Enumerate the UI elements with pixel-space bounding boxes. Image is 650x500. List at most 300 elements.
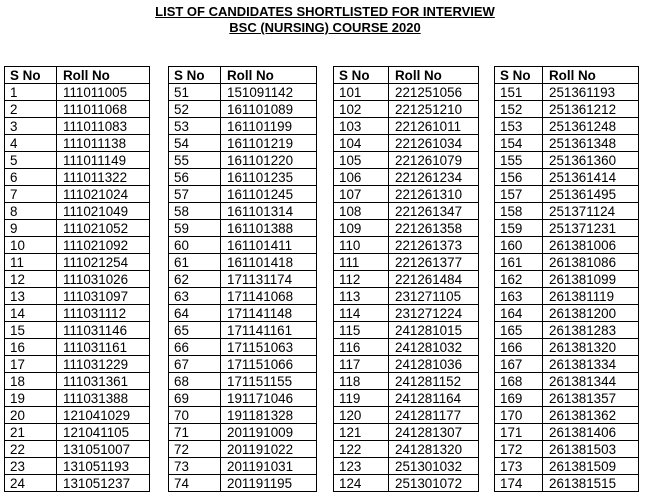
- sno-cell: 123: [334, 458, 389, 475]
- roll-no-cell: 111031146: [57, 322, 150, 339]
- sno-cell: 163: [495, 288, 543, 305]
- table-row: [5, 254, 150, 271]
- table-row: [334, 237, 479, 254]
- roll-no-cell: 251361360: [543, 152, 639, 169]
- sno-cell: 153: [495, 118, 543, 135]
- roll-no-cell: 261381334: [543, 356, 639, 373]
- roll-no-cell: 151091142: [221, 84, 317, 101]
- table-row: [5, 407, 150, 424]
- table-row: [5, 424, 150, 441]
- sno-cell: 109: [334, 220, 389, 237]
- roll-no-header: Roll No: [543, 67, 639, 84]
- table-row: [495, 407, 639, 424]
- table-row: [5, 101, 150, 118]
- sno-cell: 165: [495, 322, 543, 339]
- table-row: [5, 271, 150, 288]
- sno-cell: 107: [334, 186, 389, 203]
- roll-no-cell: 161101219: [221, 135, 317, 152]
- sno-cell: 60: [169, 237, 221, 254]
- sno-cell: 108: [334, 203, 389, 220]
- table-row: [334, 152, 479, 169]
- sno-header: S No: [334, 67, 389, 84]
- sno-cell: 167: [495, 356, 543, 373]
- roll-no-cell: 201191009: [221, 424, 317, 441]
- roll-no-cell: 111021254: [57, 254, 150, 271]
- table-row: [334, 101, 479, 118]
- roll-no-cell: 171151063: [221, 339, 317, 356]
- table-row: [495, 305, 639, 322]
- sno-cell: 9: [5, 220, 57, 237]
- table-row: [5, 237, 150, 254]
- table-row: [169, 458, 317, 475]
- roll-no-cell: 261381200: [543, 305, 639, 322]
- roll-no-header: Roll No: [221, 67, 317, 84]
- sno-cell: 24: [5, 475, 57, 492]
- sno-cell: 1: [5, 84, 57, 101]
- roll-no-cell: 111021052: [57, 220, 150, 237]
- roll-no-cell: 231271224: [389, 305, 479, 322]
- roll-no-cell: 111031229: [57, 356, 150, 373]
- roll-no-cell: 131051007: [57, 441, 150, 458]
- table-header-row: [5, 67, 150, 84]
- table-row: [169, 305, 317, 322]
- roll-no-cell: 221261484: [389, 271, 479, 288]
- table-row: [5, 458, 150, 475]
- sno-header: S No: [5, 67, 57, 84]
- table-row: [495, 152, 639, 169]
- roll-no-cell: 261381320: [543, 339, 639, 356]
- table-row: [334, 373, 479, 390]
- table-row: [495, 390, 639, 407]
- table-row: [169, 475, 317, 492]
- table-row: [169, 254, 317, 271]
- candidates-table-1: [4, 66, 150, 492]
- roll-no-cell: 171151066: [221, 356, 317, 373]
- sno-cell: 171: [495, 424, 543, 441]
- sno-cell: 161: [495, 254, 543, 271]
- table-row: [495, 424, 639, 441]
- sno-cell: 21: [5, 424, 57, 441]
- sno-cell: 124: [334, 475, 389, 492]
- roll-no-cell: 111011005: [57, 84, 150, 101]
- table-row: [5, 84, 150, 101]
- sno-cell: 10: [5, 237, 57, 254]
- roll-no-cell: 111021049: [57, 203, 150, 220]
- roll-no-cell: 161101089: [221, 101, 317, 118]
- sno-cell: 72: [169, 441, 221, 458]
- table-row: [334, 271, 479, 288]
- sno-cell: 102: [334, 101, 389, 118]
- table-row: [169, 424, 317, 441]
- roll-no-cell: 251361193: [543, 84, 639, 101]
- roll-no-cell: 251371231: [543, 220, 639, 237]
- sno-cell: 65: [169, 322, 221, 339]
- roll-no-cell: 221261234: [389, 169, 479, 186]
- table-row: [5, 305, 150, 322]
- roll-no-cell: 241281177: [389, 407, 479, 424]
- sno-cell: 7: [5, 186, 57, 203]
- sno-cell: 115: [334, 322, 389, 339]
- table-row: [5, 475, 150, 492]
- roll-no-cell: 261381509: [543, 458, 639, 475]
- sno-cell: 120: [334, 407, 389, 424]
- table-row: [169, 203, 317, 220]
- sno-cell: 56: [169, 169, 221, 186]
- roll-no-cell: 171141161: [221, 322, 317, 339]
- table-row: [334, 475, 479, 492]
- roll-no-cell: 221251056: [389, 84, 479, 101]
- sno-cell: 170: [495, 407, 543, 424]
- table-row: [334, 118, 479, 135]
- table-row: [334, 203, 479, 220]
- table-row: [5, 288, 150, 305]
- roll-no-cell: 161101245: [221, 186, 317, 203]
- sno-cell: 14: [5, 305, 57, 322]
- sno-cell: 63: [169, 288, 221, 305]
- table-row: [495, 441, 639, 458]
- roll-no-cell: 261381283: [543, 322, 639, 339]
- table-row: [334, 186, 479, 203]
- table-row: [334, 288, 479, 305]
- table-row: [334, 169, 479, 186]
- table-row: [5, 118, 150, 135]
- roll-no-cell: 251361348: [543, 135, 639, 152]
- roll-no-cell: 241281036: [389, 356, 479, 373]
- roll-no-cell: 161101314: [221, 203, 317, 220]
- roll-no-cell: 121041105: [57, 424, 150, 441]
- roll-no-header: Roll No: [57, 67, 150, 84]
- table-row: [495, 220, 639, 237]
- table-row: [169, 169, 317, 186]
- roll-no-cell: 251361495: [543, 186, 639, 203]
- roll-no-cell: 171131174: [221, 271, 317, 288]
- roll-no-cell: 111011083: [57, 118, 150, 135]
- roll-no-cell: 191181328: [221, 407, 317, 424]
- roll-no-cell: 241281032: [389, 339, 479, 356]
- sno-cell: 51: [169, 84, 221, 101]
- sno-cell: 62: [169, 271, 221, 288]
- candidates-table-2: [168, 66, 317, 492]
- roll-no-cell: 231271105: [389, 288, 479, 305]
- sno-header: S No: [169, 67, 221, 84]
- table-row: [169, 118, 317, 135]
- table-row: [5, 203, 150, 220]
- sno-header: S No: [495, 67, 543, 84]
- sno-cell: 3: [5, 118, 57, 135]
- roll-no-cell: 111021024: [57, 186, 150, 203]
- roll-no-cell: 261381406: [543, 424, 639, 441]
- sno-cell: 103: [334, 118, 389, 135]
- roll-no-cell: 251301032: [389, 458, 479, 475]
- table-row: [169, 101, 317, 118]
- roll-no-cell: 221261373: [389, 237, 479, 254]
- table-row: [5, 339, 150, 356]
- roll-no-cell: 161101388: [221, 220, 317, 237]
- roll-no-cell: 161101235: [221, 169, 317, 186]
- sno-cell: 19: [5, 390, 57, 407]
- table-row: [334, 135, 479, 152]
- candidates-table-4: [494, 66, 639, 492]
- sno-cell: 106: [334, 169, 389, 186]
- table-row: [495, 169, 639, 186]
- table-row: [5, 390, 150, 407]
- roll-no-cell: 161101199: [221, 118, 317, 135]
- sno-cell: 4: [5, 135, 57, 152]
- roll-no-cell: 111031026: [57, 271, 150, 288]
- sno-cell: 66: [169, 339, 221, 356]
- table-row: [334, 84, 479, 101]
- roll-no-cell: 171151155: [221, 373, 317, 390]
- table-row: [169, 390, 317, 407]
- roll-no-cell: 221261079: [389, 152, 479, 169]
- roll-no-cell: 221261310: [389, 186, 479, 203]
- sno-cell: 164: [495, 305, 543, 322]
- roll-no-cell: 111021092: [57, 237, 150, 254]
- sno-cell: 169: [495, 390, 543, 407]
- table-row: [169, 373, 317, 390]
- sno-cell: 59: [169, 220, 221, 237]
- table-row: [5, 356, 150, 373]
- roll-no-cell: 241281164: [389, 390, 479, 407]
- table-row: [334, 441, 479, 458]
- sno-cell: 104: [334, 135, 389, 152]
- sno-cell: 155: [495, 152, 543, 169]
- table-row: [334, 356, 479, 373]
- roll-no-cell: 221261347: [389, 203, 479, 220]
- sno-cell: 68: [169, 373, 221, 390]
- sno-cell: 18: [5, 373, 57, 390]
- sno-cell: 54: [169, 135, 221, 152]
- roll-no-cell: 161101220: [221, 152, 317, 169]
- table-row: [495, 237, 639, 254]
- roll-no-cell: 261381099: [543, 271, 639, 288]
- table-row: [169, 441, 317, 458]
- roll-no-cell: 111011068: [57, 101, 150, 118]
- sno-cell: 105: [334, 152, 389, 169]
- roll-no-cell: 201191031: [221, 458, 317, 475]
- roll-no-cell: 261381006: [543, 237, 639, 254]
- roll-no-cell: 261381503: [543, 441, 639, 458]
- table-row: [495, 322, 639, 339]
- roll-no-cell: 221261011: [389, 118, 479, 135]
- table-row: [495, 84, 639, 101]
- table-row: [495, 475, 639, 492]
- table-row: [169, 322, 317, 339]
- table-row: [334, 424, 479, 441]
- sno-cell: 58: [169, 203, 221, 220]
- roll-no-cell: 221261358: [389, 220, 479, 237]
- sno-cell: 64: [169, 305, 221, 322]
- sno-cell: 168: [495, 373, 543, 390]
- sno-cell: 12: [5, 271, 57, 288]
- sno-cell: 6: [5, 169, 57, 186]
- sno-cell: 61: [169, 254, 221, 271]
- table-row: [495, 118, 639, 135]
- sno-cell: 173: [495, 458, 543, 475]
- table-row: [495, 186, 639, 203]
- sno-cell: 154: [495, 135, 543, 152]
- sno-cell: 118: [334, 373, 389, 390]
- sno-cell: 20: [5, 407, 57, 424]
- table-row: [495, 101, 639, 118]
- table-row: [495, 271, 639, 288]
- table-row: [169, 271, 317, 288]
- sno-cell: 151: [495, 84, 543, 101]
- roll-no-cell: 201191195: [221, 475, 317, 492]
- roll-no-cell: 111031161: [57, 339, 150, 356]
- table-row: [5, 169, 150, 186]
- roll-no-cell: 171141148: [221, 305, 317, 322]
- sno-cell: 17: [5, 356, 57, 373]
- table-row: [495, 203, 639, 220]
- table-row: [334, 322, 479, 339]
- sno-cell: 74: [169, 475, 221, 492]
- document-title: LIST OF CANDIDATES SHORTLISTED FOR INTERVIEW: [155, 4, 495, 19]
- sno-cell: 156: [495, 169, 543, 186]
- roll-no-cell: 111011149: [57, 152, 150, 169]
- table-row: [169, 407, 317, 424]
- table-row: [169, 237, 317, 254]
- roll-no-cell: 241281307: [389, 424, 479, 441]
- roll-no-cell: 261381344: [543, 373, 639, 390]
- table-row: [169, 356, 317, 373]
- roll-no-cell: 191171046: [221, 390, 317, 407]
- roll-no-cell: 261381362: [543, 407, 639, 424]
- roll-no-cell: 261381086: [543, 254, 639, 271]
- sno-cell: 71: [169, 424, 221, 441]
- sno-cell: 22: [5, 441, 57, 458]
- candidates-table-3: [333, 66, 479, 492]
- sno-cell: 113: [334, 288, 389, 305]
- sno-cell: 23: [5, 458, 57, 475]
- roll-no-cell: 201191022: [221, 441, 317, 458]
- roll-no-cell: 251371124: [543, 203, 639, 220]
- table-row: [169, 339, 317, 356]
- sno-cell: 122: [334, 441, 389, 458]
- roll-no-cell: 111011138: [57, 135, 150, 152]
- roll-no-cell: 261381119: [543, 288, 639, 305]
- table-row: [5, 152, 150, 169]
- sno-cell: 114: [334, 305, 389, 322]
- sno-cell: 112: [334, 271, 389, 288]
- table-row: [334, 220, 479, 237]
- roll-no-cell: 241281152: [389, 373, 479, 390]
- roll-no-cell: 251361414: [543, 169, 639, 186]
- sno-cell: 70: [169, 407, 221, 424]
- table-row: [495, 373, 639, 390]
- roll-no-cell: 131051193: [57, 458, 150, 475]
- table-header-row: [169, 67, 317, 84]
- sno-cell: 174: [495, 475, 543, 492]
- sno-cell: 2: [5, 101, 57, 118]
- document-subtitle: BSC (NURSING) COURSE 2020: [229, 20, 421, 35]
- table-row: [5, 220, 150, 237]
- table-row: [495, 458, 639, 475]
- roll-no-cell: 111011322: [57, 169, 150, 186]
- sno-cell: 119: [334, 390, 389, 407]
- table-row: [169, 135, 317, 152]
- table-row: [169, 152, 317, 169]
- sno-cell: 160: [495, 237, 543, 254]
- table-row: [334, 339, 479, 356]
- roll-no-cell: 111031361: [57, 373, 150, 390]
- sno-cell: 52: [169, 101, 221, 118]
- roll-no-cell: 171141068: [221, 288, 317, 305]
- table-row: [334, 458, 479, 475]
- sno-cell: 158: [495, 203, 543, 220]
- roll-no-cell: 111031388: [57, 390, 150, 407]
- sno-cell: 121: [334, 424, 389, 441]
- table-row: [334, 390, 479, 407]
- roll-no-cell: 251361248: [543, 118, 639, 135]
- sno-cell: 117: [334, 356, 389, 373]
- sno-cell: 73: [169, 458, 221, 475]
- table-row: [334, 305, 479, 322]
- roll-no-cell: 111031112: [57, 305, 150, 322]
- sno-cell: 16: [5, 339, 57, 356]
- roll-no-cell: 221261034: [389, 135, 479, 152]
- roll-no-cell: 251361212: [543, 101, 639, 118]
- sno-cell: 166: [495, 339, 543, 356]
- sno-cell: 11: [5, 254, 57, 271]
- roll-no-cell: 161101411: [221, 237, 317, 254]
- table-row: [169, 288, 317, 305]
- table-header-row: [495, 67, 639, 84]
- roll-no-cell: 131051237: [57, 475, 150, 492]
- table-row: [169, 220, 317, 237]
- sno-cell: 55: [169, 152, 221, 169]
- roll-no-cell: 241281320: [389, 441, 479, 458]
- table-row: [5, 135, 150, 152]
- table-row: [169, 186, 317, 203]
- table-row: [334, 254, 479, 271]
- table-row: [169, 84, 317, 101]
- table-row: [5, 186, 150, 203]
- sno-cell: 162: [495, 271, 543, 288]
- sno-cell: 111: [334, 254, 389, 271]
- roll-no-cell: 261381357: [543, 390, 639, 407]
- table-row: [5, 373, 150, 390]
- sno-cell: 53: [169, 118, 221, 135]
- sno-cell: 101: [334, 84, 389, 101]
- roll-no-header: Roll No: [389, 67, 479, 84]
- table-row: [5, 441, 150, 458]
- roll-no-cell: 221261377: [389, 254, 479, 271]
- table-row: [495, 339, 639, 356]
- sno-cell: 116: [334, 339, 389, 356]
- sno-cell: 5: [5, 152, 57, 169]
- sno-cell: 110: [334, 237, 389, 254]
- roll-no-cell: 221251210: [389, 101, 479, 118]
- table-row: [5, 322, 150, 339]
- sno-cell: 57: [169, 186, 221, 203]
- sno-cell: 172: [495, 441, 543, 458]
- sno-cell: 67: [169, 356, 221, 373]
- roll-no-cell: 121041029: [57, 407, 150, 424]
- sno-cell: 13: [5, 288, 57, 305]
- sno-cell: 159: [495, 220, 543, 237]
- table-header-row: [334, 67, 479, 84]
- table-row: [495, 356, 639, 373]
- sno-cell: 8: [5, 203, 57, 220]
- sno-cell: 15: [5, 322, 57, 339]
- roll-no-cell: 261381515: [543, 475, 639, 492]
- table-row: [495, 288, 639, 305]
- table-row: [495, 135, 639, 152]
- sno-cell: 69: [169, 390, 221, 407]
- roll-no-cell: 241281015: [389, 322, 479, 339]
- roll-no-cell: 161101418: [221, 254, 317, 271]
